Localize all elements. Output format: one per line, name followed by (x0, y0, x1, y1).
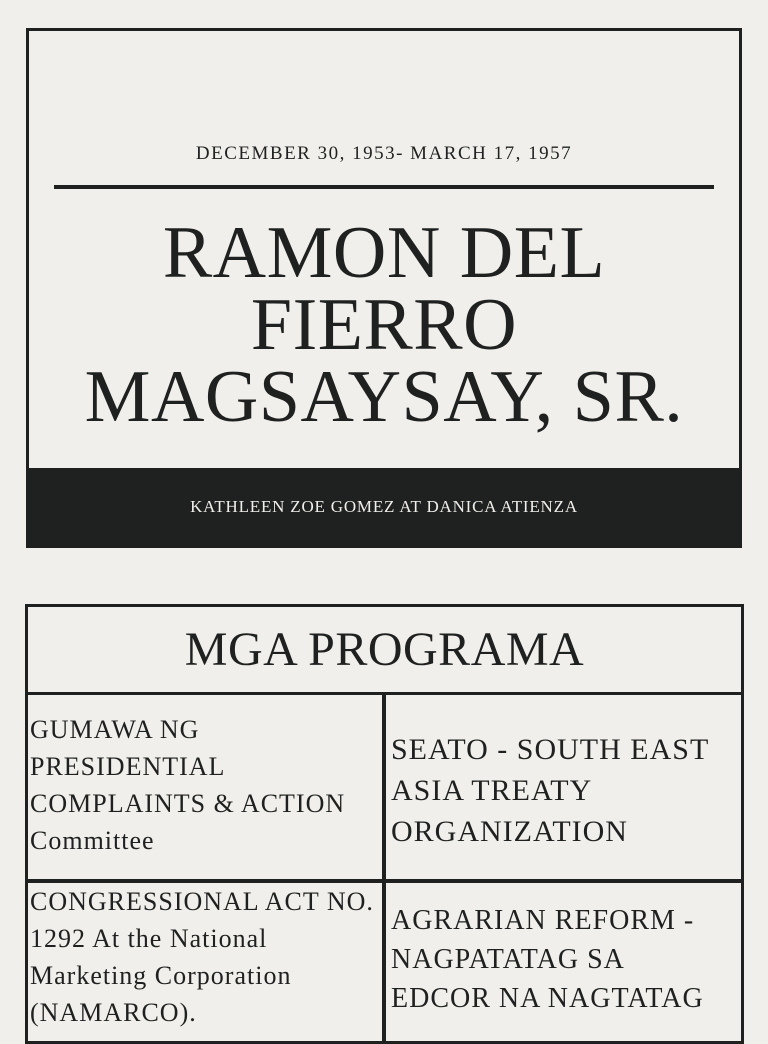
program-cell-agrarian-reform: AGRARIAN REFORM -NAGPATATAG SA EDCOR NA NAGTATAG (391, 905, 704, 1014)
divider-rule (54, 185, 714, 189)
program-cell-seato: SEATO - SOUTH EAST ASIA TREATY ORGANIZATION (391, 733, 709, 848)
table-column-divider (382, 695, 386, 1041)
program-cell-complaints-committee: GUMAWA NG PRESIDENTIAL COMPLAINTS & ACTION Committee (30, 715, 346, 855)
authors-text: KATHLEEN ZOE GOMEZ AT DANICA ATIENZA (190, 496, 578, 516)
programs-slide (25, 604, 744, 1044)
programs-heading: MGA PROGRAMA (28, 607, 741, 695)
title-slide (26, 28, 742, 548)
program-cell-namarco: CONGRESSIONAL ACT NO. 1292 At the National Marketing Corporation (NAMARCO). (30, 887, 374, 1027)
term-dates: DECEMBER 30, 1953- MARCH 17, 1957 (195, 143, 573, 164)
president-name-title: RAMON DEL FIERRO MAGSAYSAY, SR. (84, 212, 684, 438)
authors-band (29, 468, 739, 545)
